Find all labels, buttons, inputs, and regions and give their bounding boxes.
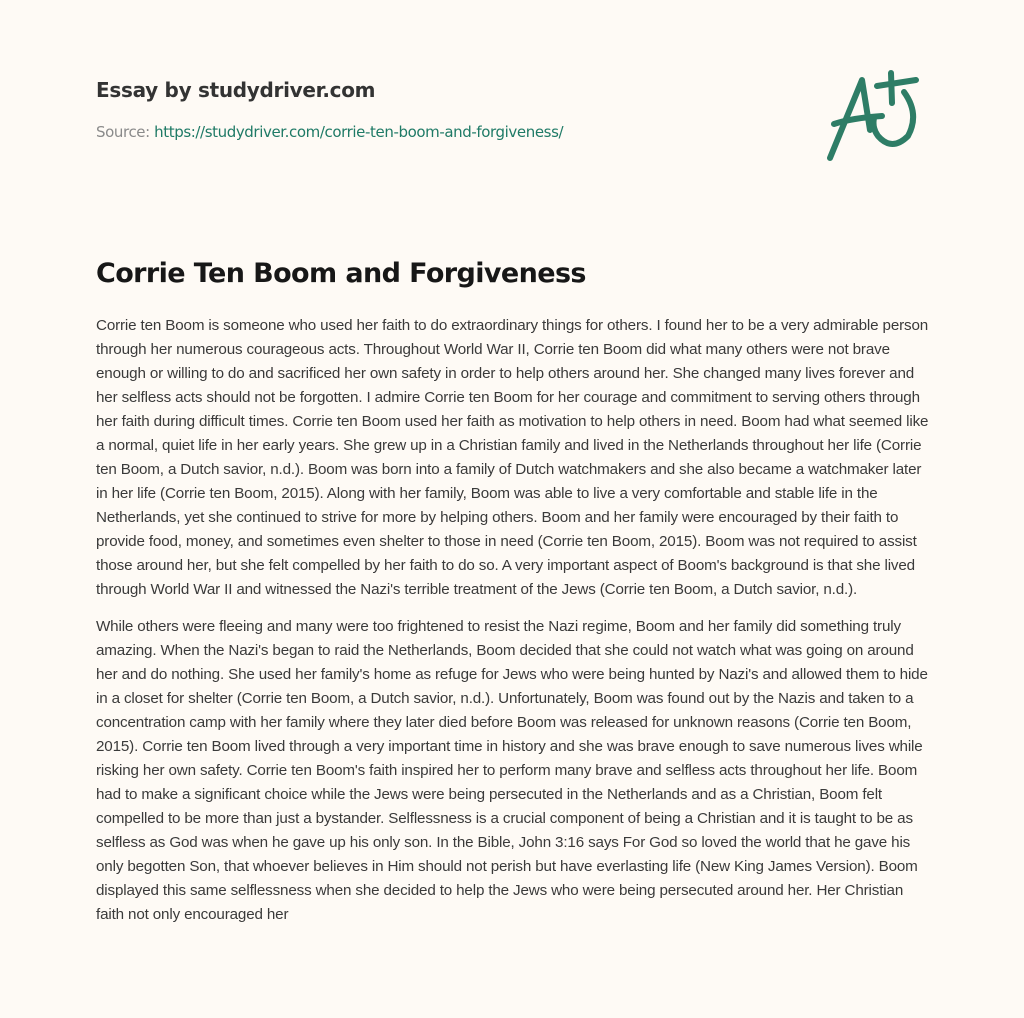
essay-paragraph: Corrie ten Boom is someone who used her faith to do extraordinary things for others. I found her to be a very admirable person through her numerous courageous acts. Throughout World War II, Corrie ten Boom did what many others were not brave enough or willing to do and sacrificed her own safety in order to help others around her. She changed many lives forever and her selfless acts should not be forgotten. I admire Corrie ten Boom for her courage and commitment to serving others through her faith during difficult times. Corrie ten Boom used her faith as motivation to help others in need. Boom had what seemed like a normal, quiet life in her early years. She grew up in a Christian family and lived in the Netherlands throughout her life (Corrie ten Boom, a Dutch savior, n.d.). Boom was born into a family of Dutch watchmakers and she also became a watchmaker later in her life (Corrie ten Boom, 2015). Along with her family, Boom was able to live a very comfortable and stable life in the Netherlands, yet she continued to strive for more by helping others. Boom and her family were encouraged by their faith to provide food, money, and sometimes even shelter to those in need (Corrie ten Boom, 2015). Boom was not required to assist those around her, but she felt compelled by her faith to do so. A very important aspect of Boom's background is that she lived through World War II and witnessed the Nazi's terrible treatment of the Jews (Corrie ten Boom, a Dutch savior, n.d.). (96, 317, 929, 598)
source-link[interactable]: https://studydriver.com/corrie-ten-boom-and-forgiveness/ (154, 123, 564, 141)
essay-body (96, 314, 932, 940)
page-header (96, 76, 796, 142)
a-plus-grade-icon (820, 66, 930, 166)
essay-title: Corrie Ten Boom and Forgiveness (96, 258, 586, 289)
site-title: Essay by studydriver.com (96, 78, 376, 102)
source-line (96, 122, 796, 142)
essay-paragraph: While others were fleeing and many were too frightened to resist the Nazi regime, Boom and her family did something truly amazing. When the Nazi's began to raid the Netherlands, Boom decided that she could not watch what was going on around her and do nothing. She used her family's home as refuge for Jews who were being hunted by Nazi's and allowed them to hide in a closet for shelter (Corrie ten Boom, a Dutch savior, n.d.). Unfortunately, Boom was found out by the Nazis and taken to a concentration camp with her family where they later died before Boom was released for unknown reasons (Corrie ten Boom, 2015). Corrie ten Boom lived through a very important time in history and she was brave enough to save numerous lives while risking her own safety. Corrie ten Boom's faith inspired her to perform many brave and selfless acts throughout her life. Boom had to make a significant choice while the Jews were being persecuted in the Netherlands and as a Christian, Boom felt compelled to be more than just a bystander. Selflessness is a crucial component of being a Christian and it is taught to be as selfless as God was when he gave up his only son. In the Bible, John 3:16 says For God so loved the world that he gave his only begotten Son, that whoever believes in Him should not perish but have everlasting life (New King James Version). Boom displayed this same selflessness when she decided to help the Jews who were being persecuted around her. Her Christian faith not only encouraged her (96, 618, 928, 923)
source-label: Source: (96, 123, 155, 141)
